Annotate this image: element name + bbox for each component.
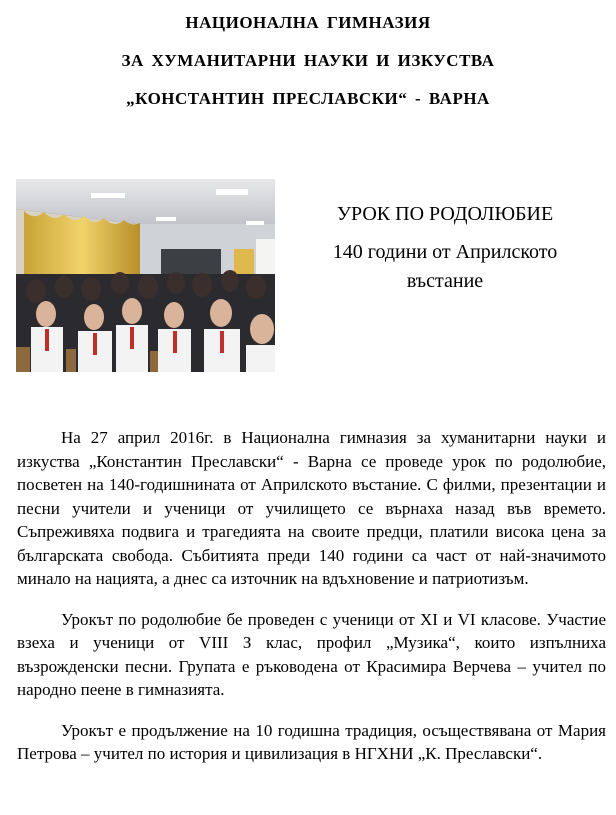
- school-name-line-2: ЗА ХУМАНИТАРНИ НАУКИ И ИЗКУСТВА: [121, 51, 495, 70]
- lesson-subtitle: 140 години от Априлското въстание: [332, 241, 558, 292]
- classroom-photo: [16, 179, 275, 372]
- lesson-title: УРОК ПО РОДОЛЮБИЕ: [336, 203, 554, 225]
- school-name-line-3: „КОНСТАНТИН ПРЕСЛАВСКИ“ - ВАРНА: [126, 89, 490, 108]
- lesson-heading: [300, 198, 590, 296]
- paragraph-1: На 27 април 2016г. в Национална гимназия за хуманитарни науки и изкуства „Константин Преславски“ - Варна се проведе урок по родолюбие, посветен на 140-годишнината от Априлското въстание. С филми, презентации и песни учители и ученици от училището се върнаха назад във времето. Съпреживяха подвига и трагедията на своите предци, платили висока цена за българската свобода. Събитията преди 140 години са част от най-значимото минало на нацията, а днес са източник на вдъхновение и патриотизъм.: [17, 428, 606, 588]
- paragraph-3: Урокът е продължение на 10 годишна традиция, осъществявана от Мария Петрова – учител по история и цивилизация в НГХНИ „К. Преславски“.: [17, 720, 606, 763]
- school-name-line-1: НАЦИОНАЛНА ГИМНАЗИЯ: [185, 13, 431, 32]
- school-header: [0, 8, 616, 122]
- paragraph-2: Урокът по родолюбие бе проведен с ученици от XI и VI класове. Участие взеха и ученици от VIII З клас, профил „Музика“, които изпълниха възрожденски песни. Групата е ръководена от Красимира Верчева – учител по народно пеене в гимназията.: [17, 609, 606, 699]
- classroom-photo-illustration: [16, 179, 275, 372]
- article-body: [17, 426, 606, 783]
